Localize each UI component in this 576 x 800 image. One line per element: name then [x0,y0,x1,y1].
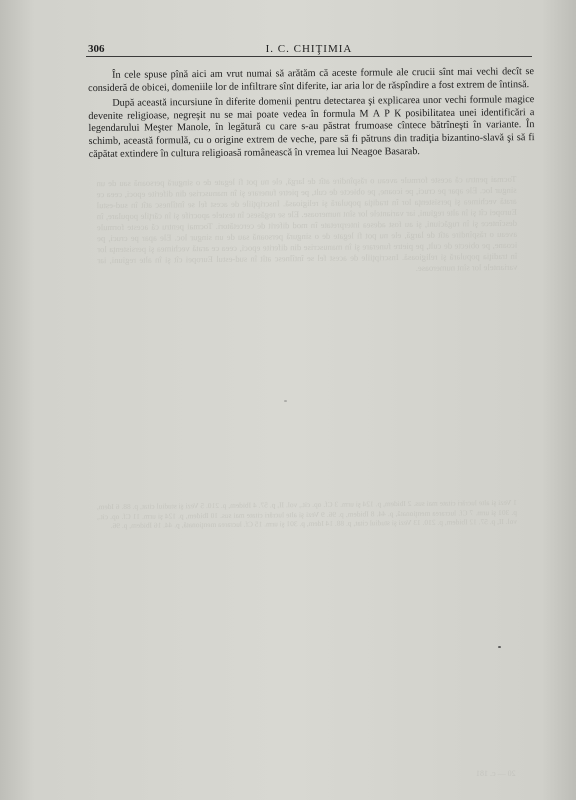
paragraph: După această incursiune în diferite domenii pentru detectarea şi explicarea unor vechi formule magice devenite religioase, negreşit nu se mai poate vedea în formula М А Р К posibilitatea unei identificări a legendarului Meşter Manole, în legătură cu care s-au păstrat frumoase cîntece bătrîneşti în variante. În schimb, această formulă, cu o origine extrem de veche, pare să fi pătruns din tradiţia bizantino-slavă şi să fi căpătat extindere în cultura religioasă românească în vremea lui Neagoe Basarab. [88,94,535,160]
ink-speck [284,400,287,402]
body-text [88,66,535,164]
running-head: I. C. CHIŢIMIA [265,43,353,55]
bleed-through-page-mark: 20 — c. 181 [476,769,516,778]
page-number: 306 [88,43,105,55]
paragraph: În cele spuse pînă aici am vrut numai să arătăm că aceste formule ale crucii sînt mai vechi decît se consideră de obicei, domeniile lor de infiltrare sînt diferite, iar aria lor de răspîndire a fost extrem de întinsă. [88,66,535,94]
bleed-through-footnotes: 1 Vezi şi alte lucrări citate mai sus. 2 Ibidem, p. 124 şi urm. 3 Cf. op. cit., vol. II, p. 57. 4 Ibidem, p. 210. 5 Vezi şi studiul citat, p. 88. 6 Idem, p. 301 şi urm. 7 Cf. lucrarea menţionată, p. 44. 8 Ibidem, p. 96. 9 Vezi şi alte lucrări citate mai sus. 10 Ibidem, p. 124 şi urm. 11 Cf. op. cit., vol. II, p. 57. 12 Ibidem, p. 210. 13 Vezi şi studiul citat, p. 88. 14 Idem, p. 301 şi urm. 15 Cf. lucrarea menţionată, p. 44. 16 Ibidem, p. 96. [96,497,518,531]
ink-speck [498,646,501,648]
page-header [86,40,532,57]
bleed-through-text: Tocmai pentru că aceste formule aveau o răspîndire atît de largă, ele nu pot fi legate de o singură persoană sau de un singur loc. Ele apar pe cruci, pe icoane, pe obiecte de cult, pe pietre funerare şi în manuscrise din diferite epoci, ceea ce arată vechimea şi persistenţa lor în tradiţia populară şi religioasă. Inscripţiile de acest fel se întîlnesc atît în sud-estul Europei cît şi în alte regiuni, iar variantele lor sînt numeroase. Ele se regăsesc în textele apocrife şi în cărţile populare, în descîntece şi în rugăciuni, şi au fost adesea interpretate în mod diferit de cercetători. Tocmai pentru că aceste formule aveau o răspîndire atît de largă, ele nu pot fi legate de o singură persoană sau de un singur loc. Ele apar pe cruci, pe icoane, pe obiecte de cult, pe pietre funerare şi în manuscrise din diferite epoci, ceea ce arată vechimea şi persistenţa lor în tradiţia populară şi religioasă. Inscripţiile de acest fel se întîlnesc atît în sud-estul Europei cît şi în alte regiuni, iar variantele lor sînt numeroase. [96,173,518,273]
